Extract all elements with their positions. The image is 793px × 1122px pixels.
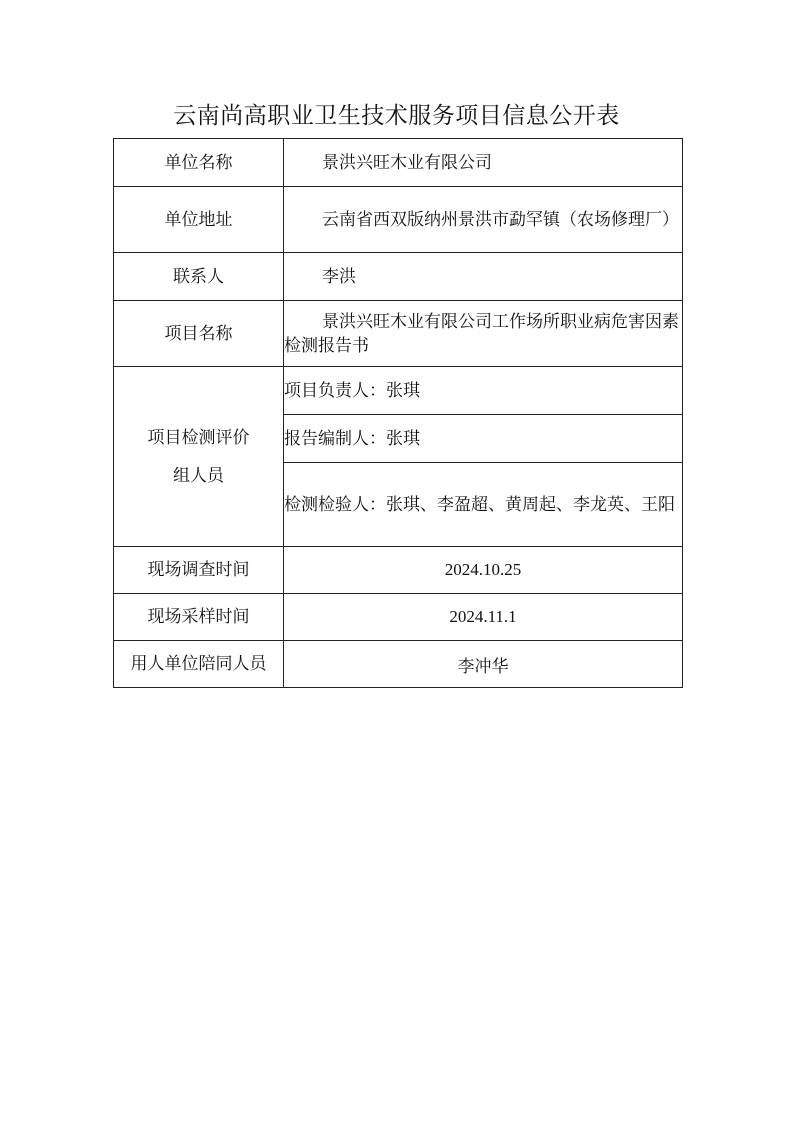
unit-name-label: 单位名称 bbox=[114, 139, 284, 187]
table-row-unit-name bbox=[114, 139, 683, 187]
contact-label: 联系人 bbox=[114, 253, 284, 301]
sampling-time-value: 2024.11.1 bbox=[284, 594, 683, 641]
project-name-value: 景洪兴旺木业有限公司工作场所职业病危害因素检测报告书 bbox=[284, 311, 679, 356]
team-label bbox=[114, 367, 284, 547]
sampling-time-label: 现场采样时间 bbox=[114, 594, 284, 641]
escort-value: 李冲华 bbox=[284, 641, 683, 688]
table-row-project-name bbox=[114, 301, 683, 367]
contact-value: 李洪 bbox=[322, 266, 356, 287]
table-row-contact bbox=[114, 253, 683, 301]
project-name-label: 项目名称 bbox=[114, 301, 284, 367]
table-row-survey-time bbox=[114, 547, 683, 594]
table-row-sampling-time bbox=[114, 594, 683, 641]
project-info-table bbox=[113, 138, 683, 688]
escort-label: 用人单位陪同人员 bbox=[114, 641, 284, 688]
table-row-unit-address bbox=[114, 187, 683, 253]
team-inspectors: 检测检验人：张琪、李盈超、黄周起、李龙英、王阳 bbox=[284, 463, 683, 547]
unit-address-label: 单位地址 bbox=[114, 187, 284, 253]
survey-time-label: 现场调查时间 bbox=[114, 547, 284, 594]
page-title: 云南尚高职业卫生技术服务项目信息公开表 bbox=[173, 103, 620, 129]
table-row-team-leader bbox=[114, 367, 683, 415]
team-label-line2: 组人员 bbox=[173, 465, 224, 486]
survey-time-value: 2024.10.25 bbox=[284, 547, 683, 594]
team-label-line1: 项目检测评价 bbox=[147, 427, 250, 448]
team-author: 报告编制人：张琪 bbox=[284, 415, 683, 463]
unit-address-value: 云南省西双版纳州景洪市勐罕镇（农场修理厂） bbox=[322, 209, 679, 230]
team-leader: 项目负责人：张琪 bbox=[284, 367, 683, 415]
unit-name-value: 景洪兴旺木业有限公司 bbox=[322, 152, 492, 173]
table-row-escort bbox=[114, 641, 683, 688]
